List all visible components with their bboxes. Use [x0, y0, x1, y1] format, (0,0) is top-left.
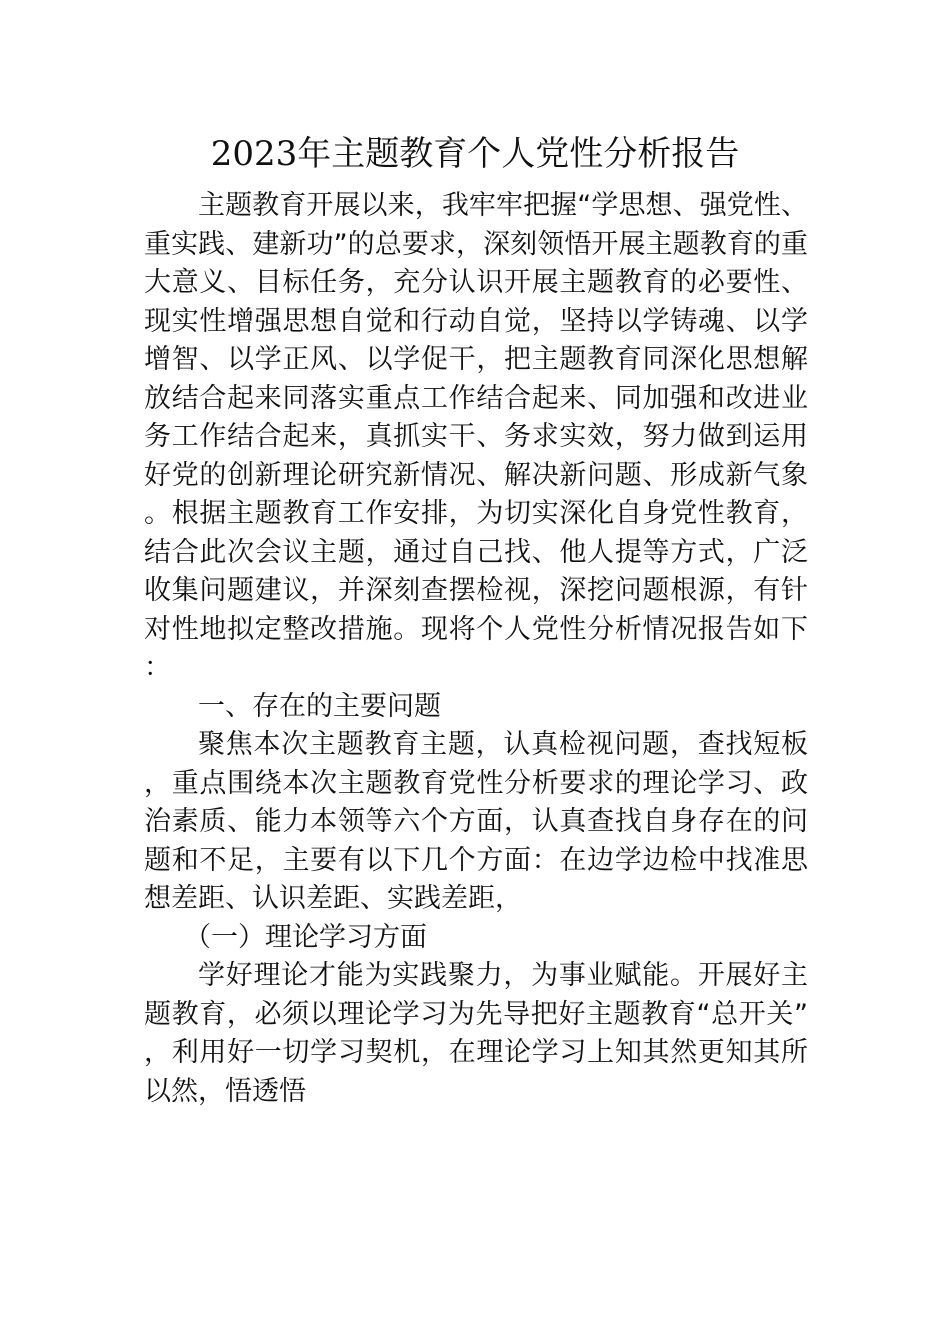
section-heading-problems: 一、存在的主要问题	[198, 690, 441, 722]
document-title: 2023年主题教育个人党性分析报告	[210, 134, 740, 174]
subsection-heading-theory-study: （一）理论学习方面	[184, 921, 427, 953]
document-body	[144, 187, 808, 1111]
intro-paragraph: 主题教育开展以来，我牢牢把握“学思想、强党性、重实践、建新功”的总要求，深刻领悟开展主题教育的重大意义、目标任务，充分认识开展主题教育的必要性、现实性增强思想自觉和行动自觉，坚持以学铸魂、以学增智、以学正风、以学促干，把主题教育同深化思想解放结合起来同落实重点工作结合起来、同加强和改进业务工作结合起来，真抓实干、务求实效，努力做到运用好党的创新理论研究新情况、解决新问题、形成新气象。根据主题教育工作安排，为切实深化自身党性教育，结合此次会议主题，通过自己找、他人提等方式，广泛收集问题建议，并深刻查摆检视，深挖问题根源，有针对性地拟定整改措施。现将个人党性分析情况报告如下：	[144, 190, 808, 683]
theory-study-paragraph: 学好理论才能为实践聚力，为事业赋能。开展好主题教育，必须以理论学习为先导把好主题教育“总开关”，利用好一切学习契机，在理论学习上知其然更知其所以然，悟透悟	[144, 960, 808, 1107]
problems-paragraph: 聚焦本次主题教育主题，认真检视问题，查找短板，重点围绕本次主题教育党性分析要求的理论学习、政治素质、能力本领等六个方面，认真查找自身存在的问题和不足，主要有以下几个方面：在边学边检中找准思想差距、认识差距、实践差距，	[144, 729, 808, 914]
